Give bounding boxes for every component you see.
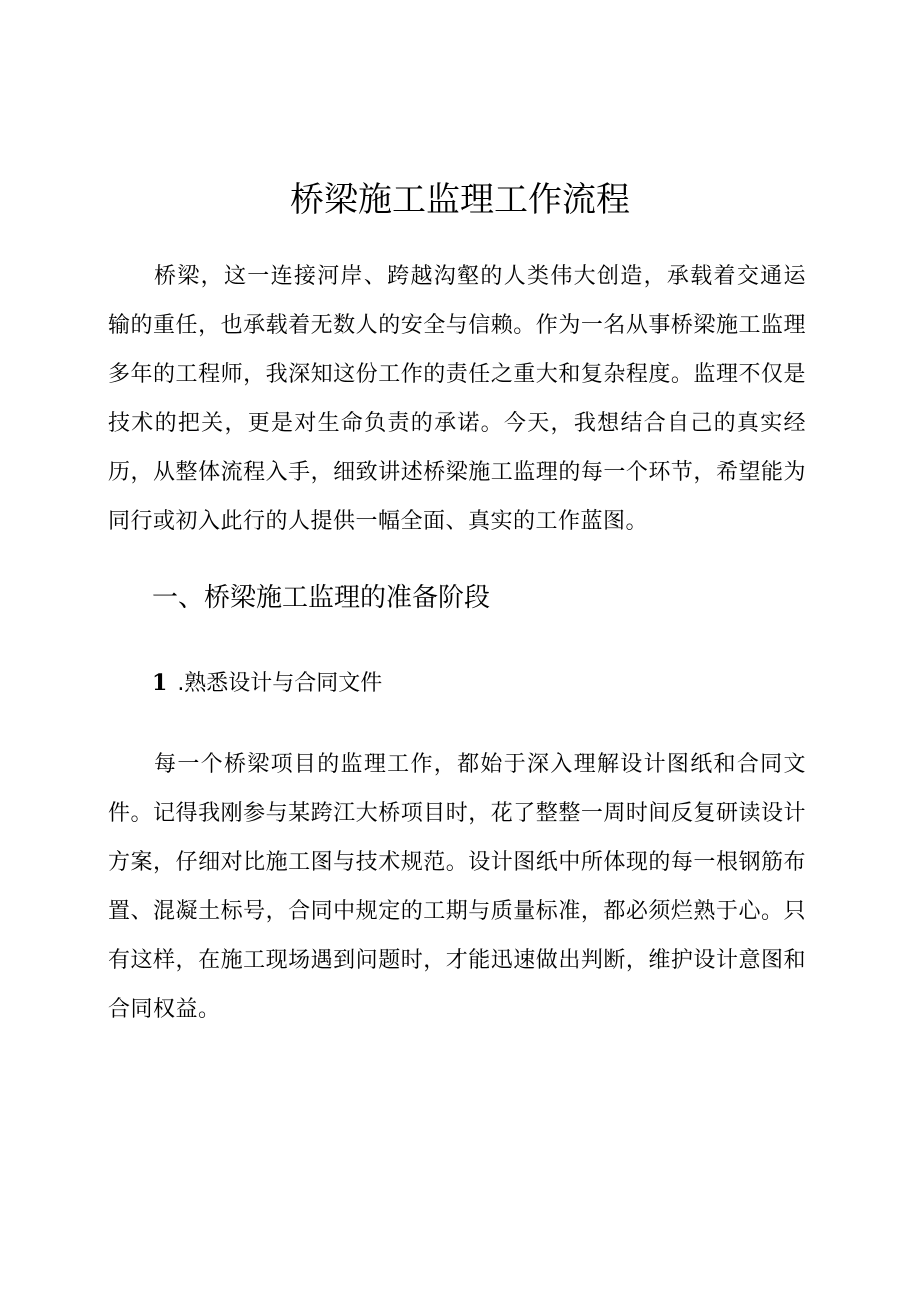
- subsection-title: .熟悉设计与合同文件: [177, 671, 383, 696]
- body-paragraph: 每一个桥梁项目的监理工作，都始于深入理解设计图纸和合同文件。记得我刚参与某跨江大桥项目时，花了整整一周时间反复研读设计方案，仔细对比施工图与技术规范。设计图纸中所体现的每一根钢筋布置、混凝土标号，合同中规定的工期与质量标准，都必须烂熟于心。只有这样，在施工现场遇到问题时，才能迅速做出判断，维护设计意图和合同权益。: [108, 752, 806, 1022]
- section-heading: 一、桥梁施工监理的准备阶段: [152, 583, 491, 613]
- subsection-heading: [152, 665, 382, 702]
- document-title: 桥梁施工监理工作流程: [290, 180, 630, 220]
- subsection-number: 1: [152, 670, 168, 696]
- intro-paragraph: 桥梁，这一连接河岸、跨越沟壑的人类伟大创造，承载着交通运输的重任，也承载着无数人的安全与信赖。作为一名从事桥梁施工监理多年的工程师，我深知这份工作的责任之重大和复杂程度。监理不仅是技术的把关，更是对生命负责的承诺。今天，我想结合自己的真实经历，从整体流程入手，细致讲述桥梁施工监理的每一个环节，希望能为同行或初入此行的人提供一幅全面、真实的工作蓝图。: [108, 264, 806, 534]
